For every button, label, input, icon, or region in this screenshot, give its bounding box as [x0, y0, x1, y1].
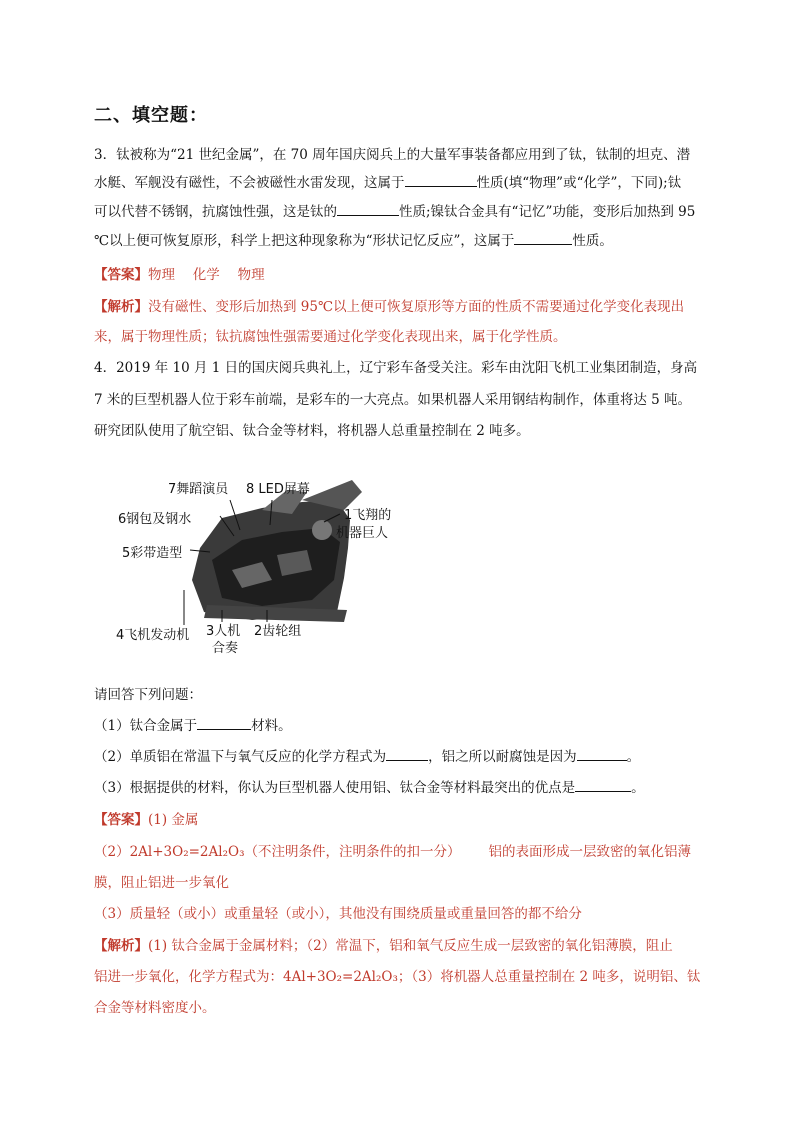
- section-title: 二、填空题：: [94, 105, 208, 126]
- figure-label-7: 7舞蹈演员: [168, 482, 229, 497]
- analysis-tag: 【解析】: [94, 299, 148, 315]
- figure-label-1b: 机器巨人: [336, 526, 389, 541]
- q3-text: 性质。: [572, 233, 613, 249]
- q3-analysis-1: [94, 296, 684, 318]
- q4-analysis-3: 合金等材料密度小。: [94, 1000, 216, 1016]
- answer-blank[interactable]: [575, 777, 631, 792]
- q4-line-1: 4．2019 年 10 月 1 日的国庆阅兵典礼上，辽宁彩车备受关注。彩车由沈阳飞机工业集团制造，身高: [94, 360, 698, 376]
- q4-text: （1）钛合金属于: [94, 718, 198, 734]
- q4-prompt: 请回答下列问题：: [94, 687, 202, 703]
- analysis-text: (1) 钛合金属于金属材料；（2）常温下，铝和氧气反应生成一层致密的氧化铝薄膜，阻止: [148, 938, 673, 954]
- q4-text: （2）单质铝在常温下与氧气反应的化学方程式为: [94, 749, 387, 765]
- answer-text: (1) 金属: [148, 812, 199, 828]
- answer-blank[interactable]: [577, 746, 627, 761]
- figure-label-5: 5彩带造型: [122, 546, 183, 561]
- answer-reason: 铝的表面形成一层致密的氧化铝薄: [488, 844, 691, 860]
- q3-answer: [94, 264, 265, 286]
- q4-text: 。: [626, 749, 641, 765]
- q4-sub-3: [94, 777, 645, 799]
- q4-analysis-2: 铝进一步氧化，化学方程式为：4Al+3O₂=2Al₂O₃；（3）将机器人总重量控制在 2 吨多，说明铝、钛: [94, 969, 701, 985]
- q3-line-2: [94, 172, 681, 194]
- answer-blank[interactable]: [386, 746, 428, 761]
- answer-tag: 【答案】: [94, 267, 148, 283]
- figure-label-2: 2齿轮组: [254, 624, 302, 639]
- answer-blank[interactable]: [514, 230, 572, 245]
- q3-text: 性质(填“物理”或“化学”，下同);钛: [476, 175, 682, 191]
- q4-analysis-1: [94, 935, 673, 957]
- q3-analysis-2: 来，属于物理性质；钛抗腐蚀性强需要通过化学变化表现出来，属于化学性质。: [94, 329, 567, 345]
- q3-text: 性质;镍钛合金具有“记忆”功能，变形后加热到 95: [399, 204, 696, 220]
- q3-line-1: 3．钛被称为“21 世纪金属”，在 70 周年国庆阅兵上的大量军事装备都应用到了钛，钛制的坦克、潜: [94, 147, 691, 163]
- q4-text: ，铝之所以耐腐蚀是因为: [428, 749, 577, 765]
- figure-label-3a: 3人机: [206, 624, 241, 639]
- answer-equation: （2）2Al+3O₂=2Al₂O₃（不注明条件，注明条件的扣一分）: [94, 844, 461, 860]
- q3-text: 水艇、军舰没有磁性，不会被磁性水雷发现，这属于: [94, 175, 405, 191]
- q4-sub-1: [94, 715, 292, 737]
- q4-line-2: 7 米的巨型机器人位于彩车前端，是彩车的一大亮点。如果机器人采用钢结构制作，体重将达 5 吨。: [94, 392, 692, 408]
- figure-label-6: 6钢包及钢水: [118, 512, 192, 527]
- answer-blank[interactable]: [405, 172, 477, 187]
- answer-blank[interactable]: [197, 715, 251, 730]
- analysis-tag: 【解析】: [94, 938, 148, 954]
- q4-answer: [94, 809, 198, 831]
- analysis-text: 没有磁性、变形后加热到 95℃以上便可恢复原形等方面的性质不需要通过化学变化表现出: [148, 299, 685, 315]
- q4-text: 材料。: [251, 718, 292, 734]
- answer-tag: 【答案】: [94, 812, 148, 828]
- q4-line-3: 研究团队使用了航空铝、钛合金等材料，将机器人总重量控制在 2 吨多。: [94, 423, 530, 439]
- figure-label-1a: 1飞翔的: [344, 508, 392, 523]
- q3-line-4: [94, 230, 613, 252]
- answer-blank[interactable]: [337, 201, 399, 216]
- figure-label-4: 4飞机发动机: [116, 628, 190, 643]
- q3-text: ℃以上便可恢复原形，科学上把这种现象称为“形状记忆反应”，这属于: [94, 233, 515, 249]
- q4-answer-2b: 膜，阻止铝进一步氧化: [94, 875, 229, 891]
- q4-sub-2: [94, 746, 640, 768]
- robot-float-figure: [112, 470, 392, 660]
- figure-label-8: 8 LED屏幕: [246, 482, 310, 497]
- q3-text: 可以代替不锈钢，抗腐蚀性强，这是钛的: [94, 204, 337, 220]
- figure-label-3b: 合奏: [212, 641, 239, 656]
- answer-text: 物理 化学 物理: [148, 267, 265, 283]
- q4-text: （3）根据提供的材料，你认为巨型机器人使用铝、钛合金等材料最突出的优点是: [94, 780, 576, 796]
- q4-answer-2: [94, 841, 691, 863]
- q4-answer-3: （3）质量轻（或小）或重量轻（或小），其他没有围绕质量或重量回答的都不给分: [94, 906, 582, 922]
- q3-line-3: [94, 201, 695, 223]
- q4-text: 。: [631, 780, 645, 796]
